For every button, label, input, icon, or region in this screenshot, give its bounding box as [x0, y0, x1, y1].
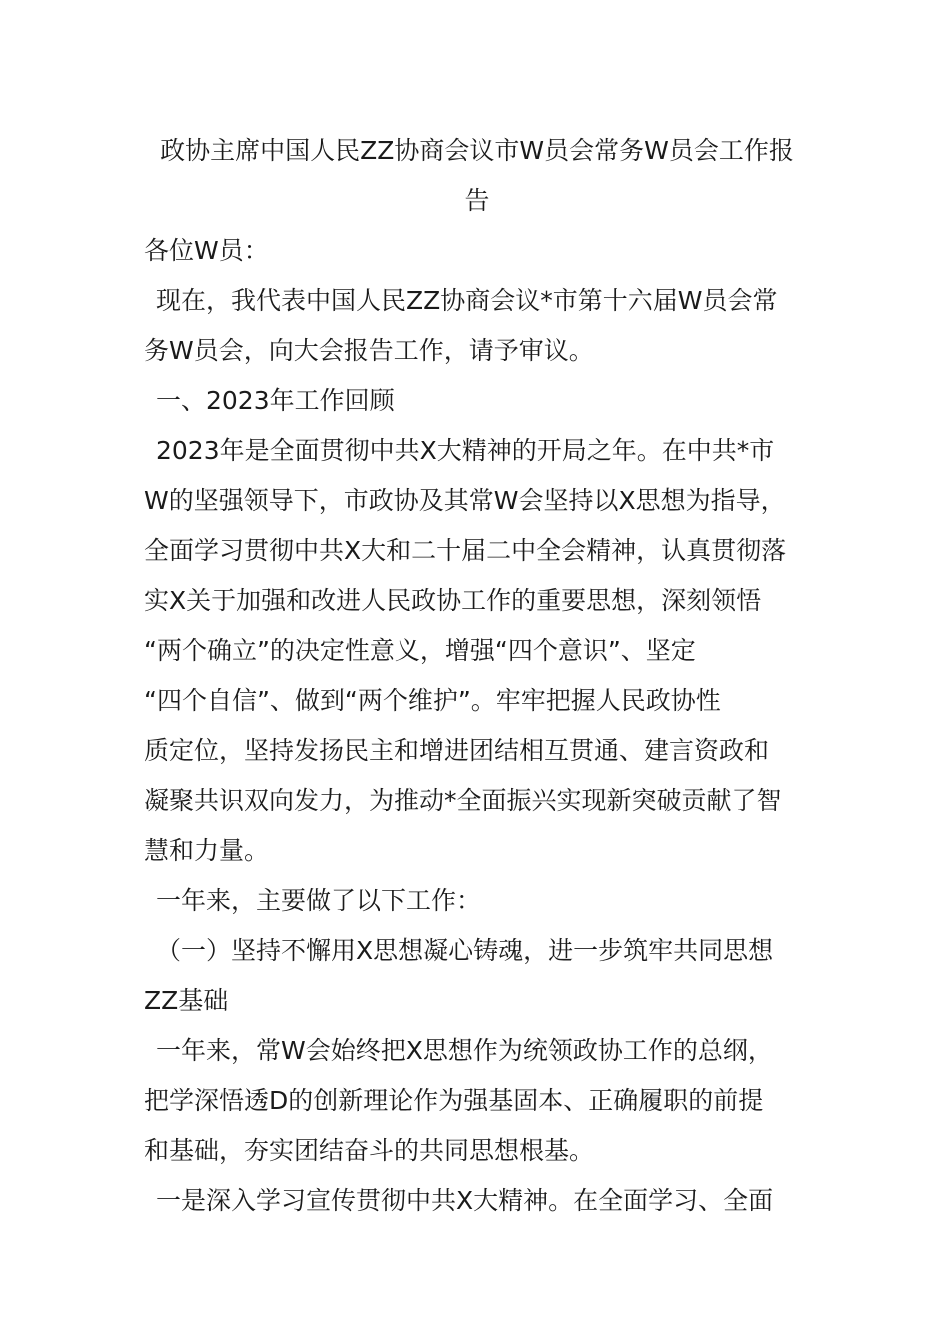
text-line: 和基础，夯实团结奋斗的共同思想根基。 [144, 1136, 595, 1165]
text-line: 2023年是全面贯彻中共X大精神的开局之年。在中共*市 [156, 436, 775, 465]
text-line: 一年来，常W会始终把X思想作为统领政协工作的总纲， [156, 1036, 773, 1065]
paragraph-opening [144, 276, 810, 376]
title-line: 告 [464, 186, 490, 215]
text-line: “四个自信”、做到“两个维护”。牢牢把握人民政协性 [144, 686, 721, 715]
text-line: 质定位，坚持发扬民主和增进团结相互贯通、建言资政和 [144, 736, 770, 765]
document-title [144, 126, 810, 226]
text-line: （一）坚持不懈用X思想凝心铸魂，进一步筑牢共同思想 [156, 936, 774, 965]
text-line: 一、2023年工作回顾 [156, 386, 395, 415]
title-line: 政协主席中国人民ZZ协商会议市W员会常务W员会工作报 [160, 136, 794, 165]
text-line: “两个确立”的决定性意义，增强“四个意识”、坚定 [144, 636, 696, 665]
paragraph-summary [144, 876, 810, 926]
text-line: 一年来，主要做了以下工作： [156, 886, 482, 915]
paragraph-review [144, 426, 810, 876]
text-line: 实X关于加强和改进人民政协工作的重要思想，深刻领悟 [144, 586, 762, 615]
subsection-heading [144, 926, 810, 1026]
text-line: 慧和力量。 [144, 836, 270, 865]
text-line: 一是深入学习宣传贯彻中共X大精神。在全面学习、全面 [156, 1186, 774, 1215]
text-line: 务W员会，向大会报告工作，请予审议。 [144, 336, 594, 365]
document-body [144, 126, 810, 1226]
text-line: 全面学习贯彻中共X大和二十届二中全会精神，认真贯彻落 [144, 536, 787, 565]
text-line: 现在，我代表中国人民ZZ协商会议*市第十六届W员会常 [156, 286, 778, 315]
text-line: 凝聚共识双向发力，为推动*全面振兴实现新突破贡献了智 [144, 786, 782, 815]
salutation: 各位W员： [144, 236, 269, 265]
text-line: 把学深悟透D的创新理论作为强基固本、正确履职的前提 [144, 1086, 764, 1115]
text-line: ZZ基础 [144, 986, 229, 1015]
text-line: W的坚强领导下，市政协及其常W会坚持以X思想为指导， [144, 486, 786, 515]
paragraph-point-one [144, 1176, 810, 1226]
paragraph-body [144, 1026, 810, 1176]
section-heading [144, 376, 810, 426]
